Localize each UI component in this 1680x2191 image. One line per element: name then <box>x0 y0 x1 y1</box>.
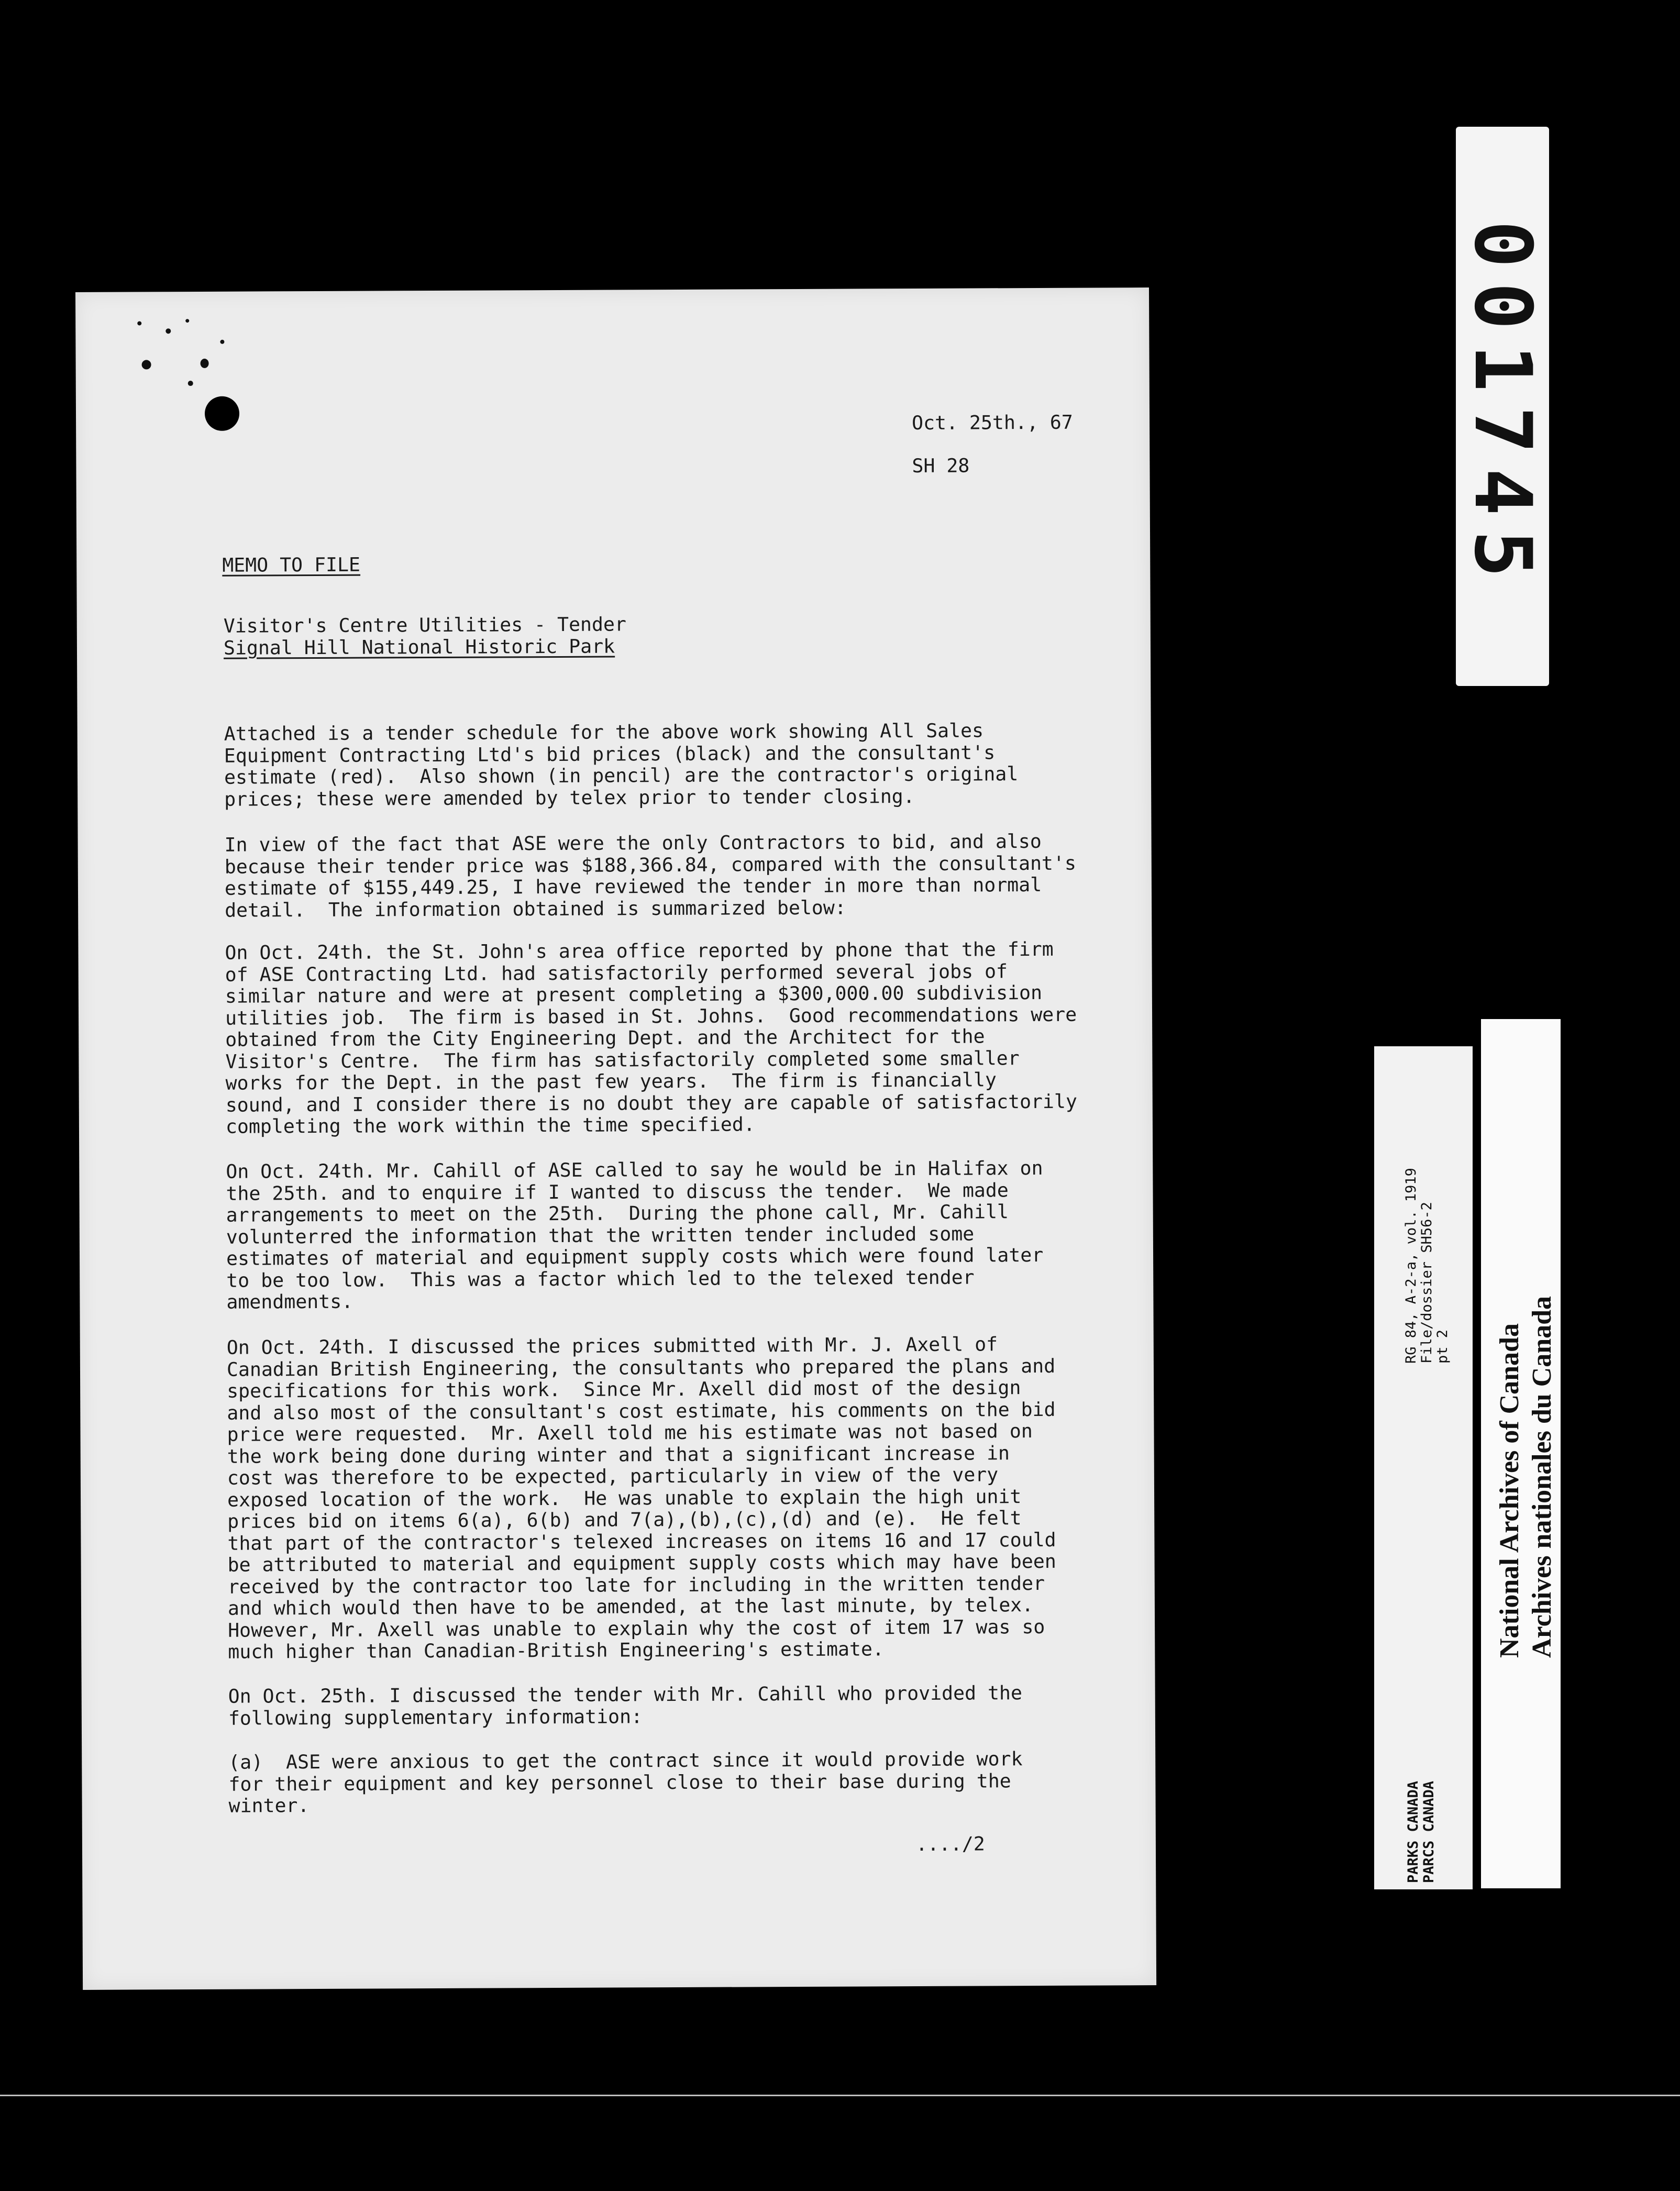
ink-speck <box>188 381 193 386</box>
ink-speck <box>142 360 151 369</box>
memo-page <box>75 287 1156 1990</box>
memo-paragraph-2: In view of the fact that ASE were the only Contractors to bid, and also because their tender price was $188,366.84, compared with the consultant's estimate of $155,449.25, I have reviewed the tender in more than normal detail. The information obtained is summarized below: <box>224 829 1077 922</box>
memo-date: Oct. 25th., 67 <box>912 411 1073 435</box>
ink-speck <box>137 321 141 325</box>
page-continuation: ..../2 <box>915 1832 985 1856</box>
ink-speck <box>165 328 171 334</box>
frame-number: 001745 <box>1457 220 1548 592</box>
memo-heading: MEMO TO FILE <box>222 553 361 577</box>
institution-name: National Archives of Canada Archives nationales du Canada <box>1495 1296 1557 1658</box>
archives-label-card <box>1481 1019 1561 1888</box>
archive-reference: RG 84, A-2-a, vol. 1919 File/dossier SH56-2 pt 2 <box>1403 1168 1451 1364</box>
memo-subject-line1: Visitor's Centre Utilities - Tender <box>223 613 626 637</box>
memo-subject-line2: Signal Hill National Historic Park <box>223 635 615 659</box>
memo-paragraph-6: On Oct. 25th. I discussed the tender with Mr. Cahill who provided the following supplementary information: <box>228 1681 1023 1730</box>
ink-speck <box>201 359 209 368</box>
ink-speck <box>185 319 189 323</box>
memo-reference: SH 28 <box>912 454 970 478</box>
archive-reference-card <box>1374 1046 1473 1889</box>
memo-paragraph-4: On Oct. 24th. Mr. Cahill of ASE called to say he would be in Halifax on the 25th. and to enquire if I wanted to discuss the tender. We made arrangements to meet on the 25th. During the phone call, Mr. Cahill volunterred the information that the written tender included some estimates of material and equipment supply costs which were found later to be too low. This was a factor which led to the telexed tender amendments. <box>226 1156 1044 1313</box>
ink-speck <box>220 340 224 344</box>
frame-number-strip <box>1456 127 1549 686</box>
memo-paragraph-1: Attached is a tender schedule for the above work showing All Sales Equipment Contracting Ltd's bid prices (black) and the consultant's estimate (red). Also shown (in pencil) are the contractor's original prices; these were amended by telex prior to tender closing. <box>224 719 1019 811</box>
frame-bottom-edge <box>0 2095 1680 2096</box>
agency-name: PARKS CANADA PARCS CANADA <box>1405 1780 1437 1883</box>
punch-hole <box>205 396 239 431</box>
memo-paragraph-5: On Oct. 24th. I discussed the prices submitted with Mr. J. Axell of Canadian British Engineering, the consultants who prepared the plans and specifications for this work. Since Mr. Axell did most of the design and also most of the consultant's cost estimate, his comments on the bid price were requested. Mr. Axell told me his estimate was not based on the work being done during winter and that a significant increase in cost was therefore to be expected, particularly in view of the very exposed location of the work. He was unable to explain the high unit prices bid on items 6(a), 6(b) and 7(a),(b),(c),(d) and (e). He felt that part of the contractor's telexed increases on items 16 and 17 could be attributed to material and equipment supply costs which may have been received by the contractor too late for including in the written tender and which would then have to be amended, at the last minute, by telex. However, Mr. Axell was unable to explain why the cost of item 17 was so much higher than Canadian-British Engineering's estimate. <box>226 1333 1056 1663</box>
memo-paragraph-7: (a) ASE were anxious to get the contract since it would provide work for their equipment and key personnel close to their base during the winter. <box>228 1747 1023 1817</box>
memo-paragraph-3: On Oct. 24th. the St. John's area office reported by phone that the firm of ASE Contracting Ltd. had satisfactorily performed several jobs of similar nature and were at present completing a $300,000.00 subdivision utilities job. The firm is based in St. Johns. Good recommendations were obtained from the City Engineering Dept. and the Architect for the Visitor's Centre. The firm has satisfactorily completed some smaller works for the Dept. in the past few years. The firm is financially sound, and I consider there is no doubt they are capable of satisfactorily completing the work within the time specified. <box>225 937 1077 1138</box>
